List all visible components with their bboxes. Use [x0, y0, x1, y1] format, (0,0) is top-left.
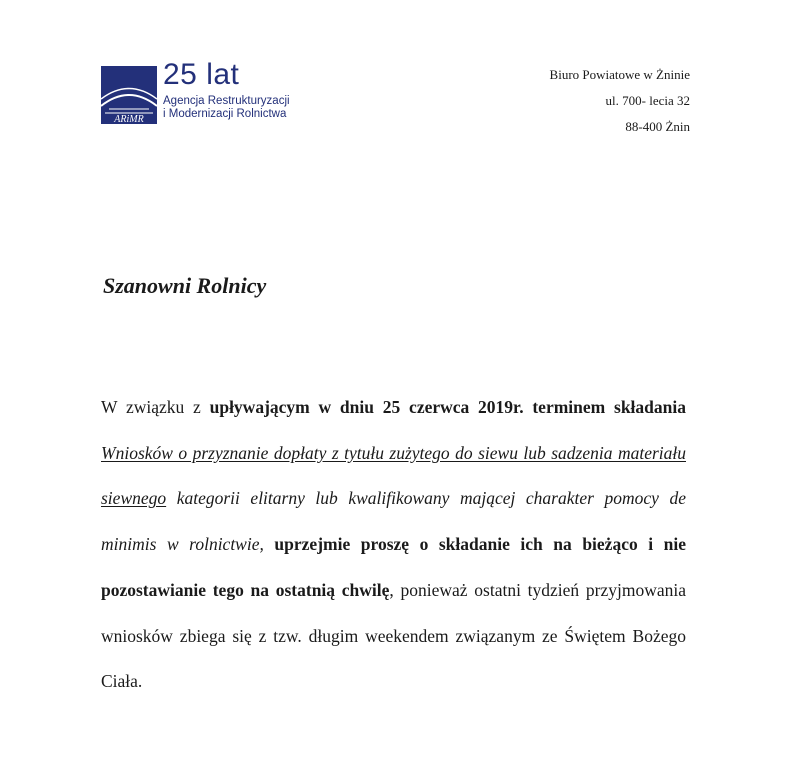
body-deadline-bold: upływającym w dniu 25 czerwca 2019r. terminem składania [209, 397, 686, 417]
logo-mark-text: ARiMR [114, 114, 144, 124]
body-request-bold: uprzejmie proszę o składanie ich na bieżąco i nie pozostawianie tego na ostatnią chwilę [101, 534, 687, 600]
body-seg8: , ponieważ ostatni tydzień przyjmowania wniosków zbiega się z tzw. długim weekendem związanym ze Świętem Bożego Ciała. [101, 579, 686, 692]
letter-greeting: Szanowni Rolnicy [103, 273, 267, 298]
letter-body [101, 385, 686, 705]
logo-agency-name [163, 95, 290, 121]
body-seg6 [264, 534, 275, 554]
arimr-logo-mark [101, 66, 157, 124]
body-category-italic: kategorii elitarny lub kwalifikowany mającej charakter pomocy de minimis w rolnictwie, [101, 488, 686, 555]
logo-years: 25 lat [163, 58, 240, 91]
office-postal-city: 88-400 Żnin [625, 119, 690, 134]
office-address [550, 62, 690, 140]
logo-name-line1: Agencja Restrukturyzacji [163, 95, 290, 107]
office-name: Biuro Powiatowe w Żninie [549, 67, 690, 82]
body-seg1: W związku z [101, 397, 210, 417]
application-title: Wniosków o przyznanie dopłaty z tytułu zużytego do siewu lub sadzenia materiału siewnego [101, 442, 686, 509]
office-street: ul. 700- lecia 32 [605, 93, 690, 108]
logo-name-line2: i Modernizacji Rolnictwa [163, 108, 287, 120]
